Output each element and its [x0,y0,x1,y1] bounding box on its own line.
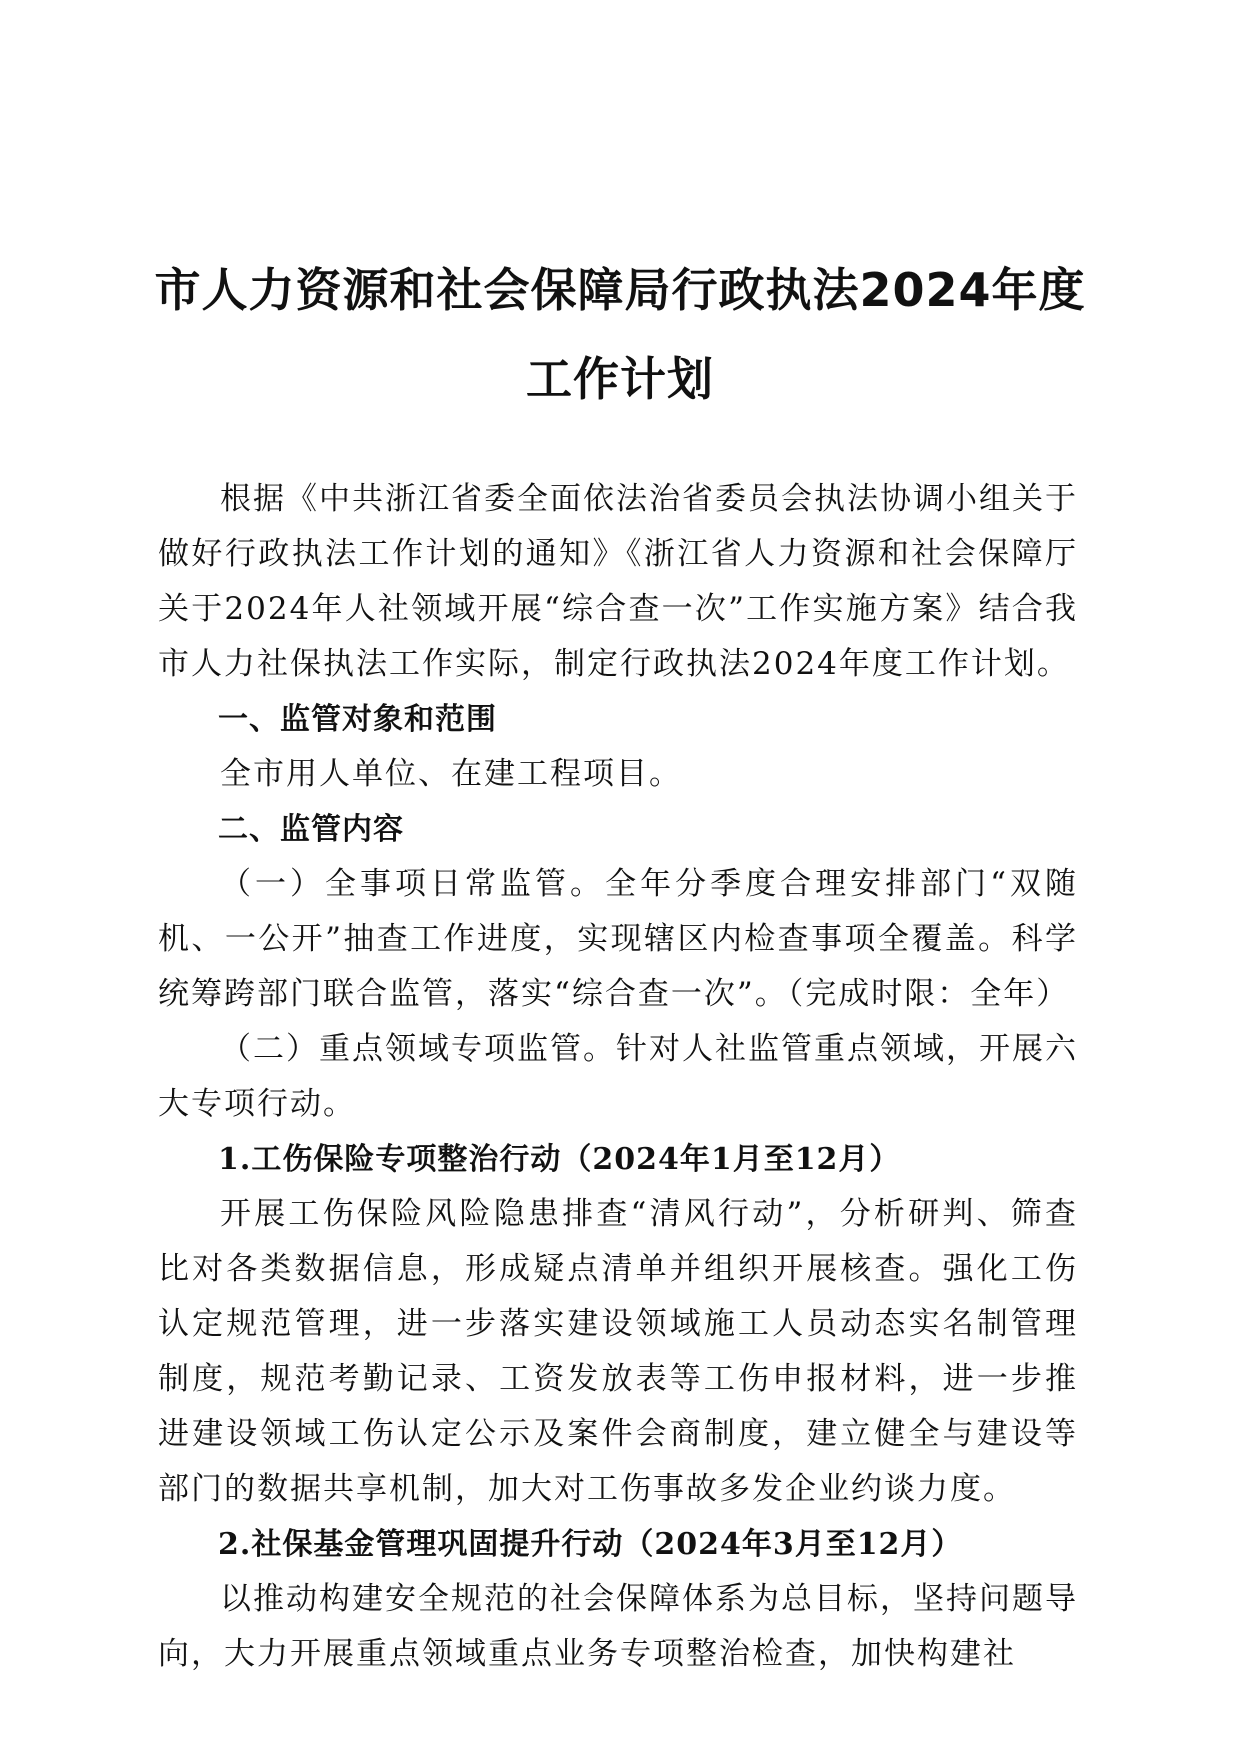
document-body [158,472,1078,1682]
document-title-line-2: 工作计划 [526,352,714,406]
section-2-item-2: （二）重点领域专项监管。针对人社监管重点领域，开展六大专项行动。 [158,1031,1078,1122]
section-1-body: 全市用人单位、在建工程项目。 [220,756,682,792]
section-1-heading: 一、监管对象和范围 [218,702,497,737]
action-2-heading: 2.社保基金管理巩固提升行动（2024年3月至12月） [218,1527,963,1562]
action-2-body: 以推动构建安全规范的社会保障体系为总目标，坚持问题导向，大力开展重点领域重点业务专项整治检查，加快构建社 [158,1581,1078,1672]
section-2-heading: 二、监管内容 [218,812,404,847]
intro-paragraph: 根据《中共浙江省委全面依法治省委员会执法协调小组关于做好行政执法工作计划的通知》《浙江省人力资源和社会保障厅关于2024年人社领域开展“综合查一次”工作实施方案》结合我市人力社保执法工作实际，制定行政执法2024年度工作计划。 [158,481,1078,682]
document-title-line-1: 市人力资源和社会保障局行政执法2024年度 [154,263,1086,317]
action-1-body: 开展工伤保险风险隐患排查“清风行动”，分析研判、筛查比对各类数据信息，形成疑点清单并组织开展核查。强化工伤认定规范管理，进一步落实建设领域施工人员动态实名制管理制度，规范考勤记录、工资发放表等工伤申报材料，进一步推进建设领域工伤认定公示及案件会商制度，建立健全与建设等部门的数据共享机制，加大对工伤事故多发企业约谈力度。 [158,1196,1078,1507]
action-1-heading: 1.工伤保险专项整治行动（2024年1月至12月） [218,1142,901,1177]
section-2-item-1: （一）全事项日常监管。全年分季度合理安排部门“双随机、一公开”抽查工作进度，实现辖区内检查事项全覆盖。科学统筹跨部门联合监管，落实“综合查一次”。（完成时限：全年） [158,866,1078,1012]
